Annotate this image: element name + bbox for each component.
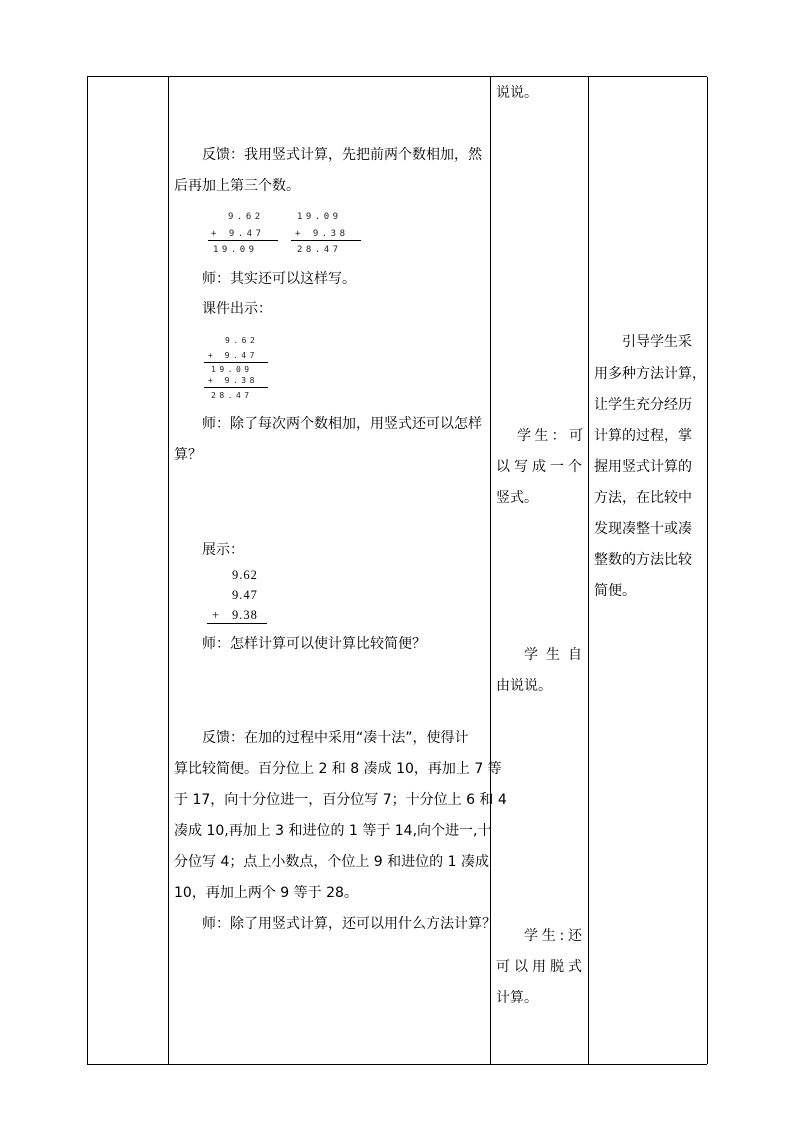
teacher-line-2a: 师：除了每次两个数相加，用竖式还可以怎样	[202, 416, 482, 432]
design-intent-line-1: 引导学生采	[622, 334, 692, 350]
calc-4-rule	[207, 623, 267, 624]
calc-2-result: 28.47	[297, 245, 342, 255]
calc-2-row-1: 19.09	[297, 212, 342, 222]
table-top-border	[87, 76, 707, 77]
design-intent-line-3: 让学生充分经历	[594, 397, 692, 413]
calc-4-row-1: 9.62	[232, 568, 258, 582]
teacher-line-1: 师：其实还可以这样写。	[202, 271, 356, 287]
calc-4-plus-sign: +	[212, 608, 221, 622]
student-response-1-line-3: 竖式。	[496, 490, 538, 506]
design-intent-line-6: 方法，在比较中	[594, 490, 692, 506]
student-response-3-line-1: 学 生 : 还	[524, 928, 582, 944]
calc-1-rule	[208, 240, 278, 241]
calc-1-row-2: + 9.47	[211, 229, 265, 239]
calc-3-row-2: + 9.47	[208, 351, 258, 360]
table-col-border-2	[168, 77, 169, 1064]
calc-2-rule	[291, 240, 361, 241]
design-intent-line-5: 握用竖式计算的	[594, 459, 692, 475]
calc-3-rule-2	[204, 387, 268, 388]
calc-1-result: 19.09	[213, 245, 258, 255]
calc-2-row-2: + 9.38	[295, 229, 349, 239]
student-response-2-line-2: 由说说。	[496, 678, 552, 694]
feedback-2-line-1: 反馈：在加的过程中采用“凑十法”，使得计	[202, 730, 469, 746]
calc-1-row-1: 9.62	[228, 212, 264, 222]
design-intent-line-7: 发现凑整十或凑	[594, 521, 692, 537]
calc-4-row-3: 9.38	[232, 608, 258, 622]
feedback-2-line-5: 分位写 4；点上小数点，个位上 9 和进位的 1 凑成	[174, 854, 489, 870]
design-intent-line-8: 整数的方法比较	[594, 552, 692, 568]
courseware-label: 课件出示：	[202, 301, 272, 317]
table-col-border-4	[588, 77, 589, 1064]
feedback-1-line-2: 后再加上第三个数。	[174, 178, 300, 194]
design-intent-line-4: 计算的过程，掌	[594, 428, 692, 444]
design-intent-line-9: 简便。	[594, 583, 636, 599]
calc-3-row-1: 9.62	[225, 336, 259, 345]
student-response-3-line-2: 可 以 用 脱 式	[496, 959, 582, 975]
calc-3-rule-1	[204, 362, 268, 363]
feedback-2-line-3: 于 17，向十分位进一，百分位写 7；十分位上 6 和 4	[174, 792, 507, 808]
table-col-border-1	[87, 77, 88, 1064]
feedback-2-line-4: 凑成 10,再加上 3 和进位的 1 等于 14,向个进一,十	[174, 823, 492, 839]
table-col-border-5	[707, 77, 708, 1064]
student-response-1-line-1: 学 生 ： 可	[517, 428, 583, 444]
teacher-line-2b: 算？	[174, 447, 202, 463]
teacher-line-4: 师：除了用竖式计算，还可以用什么方法计算？	[202, 916, 496, 932]
student-response-2-line-1: 学 生 自	[524, 647, 582, 663]
calc-3-row-3: 19.09	[211, 365, 253, 374]
calc-4-row-2: 9.47	[232, 588, 258, 602]
feedback-1-line-1: 反馈：我用竖式计算，先把前两个数相加，然	[202, 147, 482, 163]
table-bottom-border	[87, 1064, 707, 1065]
calc-3-row-4: + 9.38	[208, 376, 258, 385]
display-label: 展示：	[202, 542, 244, 558]
student-response-1-line-2: 以 写 成 一 个	[496, 459, 582, 475]
design-intent-line-2: 用多种方法计算，	[594, 366, 706, 382]
calc-3-result: 28.47	[211, 391, 253, 400]
student-response-3-line-3: 计算。	[496, 990, 538, 1006]
feedback-2-line-2: 算比较简便。百分位上 2 和 8 凑成 10，再加上 7 等	[174, 761, 502, 777]
teacher-line-3: 师：怎样计算可以使计算比较简便？	[202, 636, 426, 652]
feedback-2-line-6: 10，再加上两个 9 等于 28。	[174, 885, 358, 901]
student-top-text: 说说。	[496, 85, 538, 101]
